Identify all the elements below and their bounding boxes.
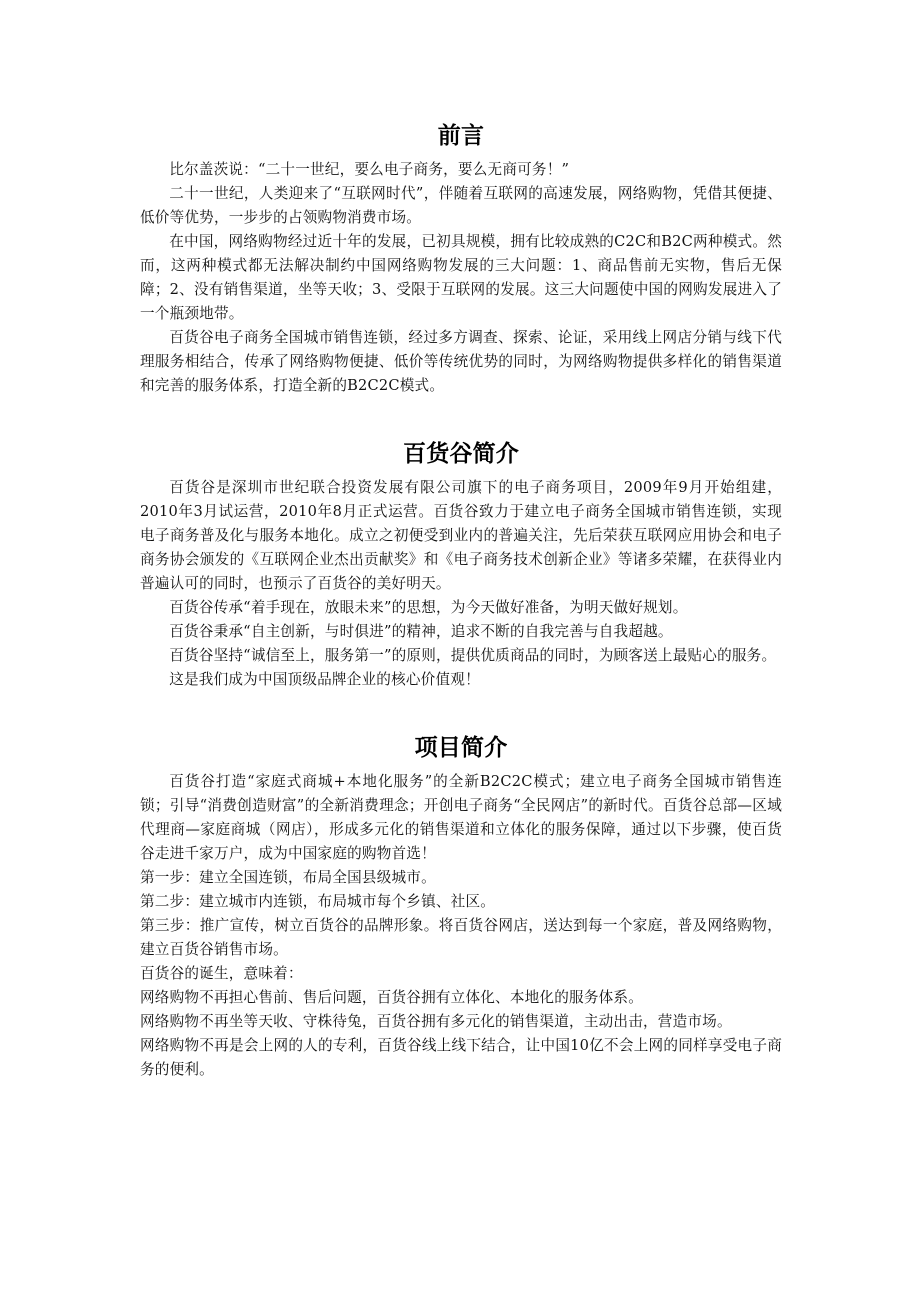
section-project-intro — [140, 730, 782, 1082]
paragraph: 百货谷秉承“自主创新，与时俱进”的精神，追求不断的自我完善与自我超越。 — [169, 623, 673, 640]
paragraph: 比尔盖茨说：“二十一世纪，要么电子商务，要么无商可务！” — [169, 161, 570, 178]
plain-line: 网络购物不再是会上网的人的专利，百货谷线上线下结合，让中国10亿不会上网的同样享受电子商务的便利。 — [140, 1037, 782, 1078]
paragraph: 二十一世纪，人类迎来了“互联网时代”，伴随着互联网的高速发展，网络购物，凭借其便捷、低价等优势，一步步的占领购物消费市场。 — [140, 185, 782, 226]
section-title: 百货谷简介 — [403, 441, 519, 467]
section-title: 项目简介 — [414, 735, 508, 761]
paragraph: 百货谷电子商务全国城市销售连锁，经过多方调查、探索、论证，采用线上网店分销与线下代理服务相结合，传承了网络购物便捷、低价等传统优势的同时，为网络购物提供多样化的销售渠道和完善的服务体系，打造全新的B2C2C模式。 — [140, 329, 782, 394]
paragraph: 百货谷打造“家庭式商城+本地化服务”的全新B2C2C模式；建立电子商务全国城市销售连锁；引导“消费创造财富”的全新消费理念；开创电子商务“全民网店”的新时代。百货谷总部—区域代理商—家庭商城（网店），形成多元化的销售渠道和立体化的服务保障，通过以下步骤，使百货谷走进千家万户，成为中国家庭的购物首选！ — [140, 773, 782, 862]
plain-line: 百货谷的诞生，意味着： — [140, 965, 303, 982]
paragraph: 百货谷坚持“诚信至上，服务第一”的原则，提供优质商品的同时，为顾客送上最贴心的服务。 — [169, 647, 777, 664]
step-line: 第二步：建立城市内连锁，布局城市每个乡镇、社区。 — [140, 893, 496, 910]
document-body — [140, 118, 782, 1082]
section-company-intro — [140, 436, 782, 692]
step-line: 第三步：推广宣传，树立百货谷的品牌形象。将百货谷网店，送达到每一个家庭，普及网络购物，建立百货谷销售市场。 — [140, 917, 782, 958]
section-title: 前言 — [437, 123, 485, 149]
paragraph: 在中国，网络购物经过近十年的发展，已初具规模，拥有比较成熟的C2C和B2C两种模式。然而，这两种模式都无法解决制约中国网络购物发展的三大问题：1、商品售前无实物，售后无保障；2、没有销售渠道，坐等天收；3、受限于互联网的发展。这三大问题使中国的网购发展进入了一个瓶颈地带。 — [140, 233, 782, 322]
paragraph: 百货谷是深圳市世纪联合投资发展有限公司旗下的电子商务项目，2009年9月开始组建，2010年3月试运营，2010年8月正式运营。百货谷致力于建立电子商务全国城市销售连锁，实现电子商务普及化与服务本地化。成立之初便受到业内的普遍关注，先后荣获互联网应用协会和电子商务协会颁发的《互联网企业杰出贡献奖》和《电子商务技术创新企业》等诸多荣耀，在获得业内普遍认可的同时，也预示了百货谷的美好明天。 — [140, 479, 782, 592]
plain-line: 网络购物不再担心售前、售后问题，百货谷拥有立体化、本地化的服务体系。 — [140, 989, 643, 1006]
paragraph: 百货谷传承“着手现在，放眼未来”的思想，为今天做好准备，为明天做好规划。 — [169, 599, 688, 616]
paragraph: 这是我们成为中国顶级品牌企业的核心价值观！ — [169, 671, 480, 688]
plain-line: 网络购物不再坐等天收、守株待兔，百货谷拥有多元化的销售渠道，主动出击，营造市场。 — [140, 1013, 732, 1030]
section-preface — [140, 118, 782, 398]
step-line: 第一步：建立全国连锁，布局全国县级城市。 — [140, 869, 436, 886]
